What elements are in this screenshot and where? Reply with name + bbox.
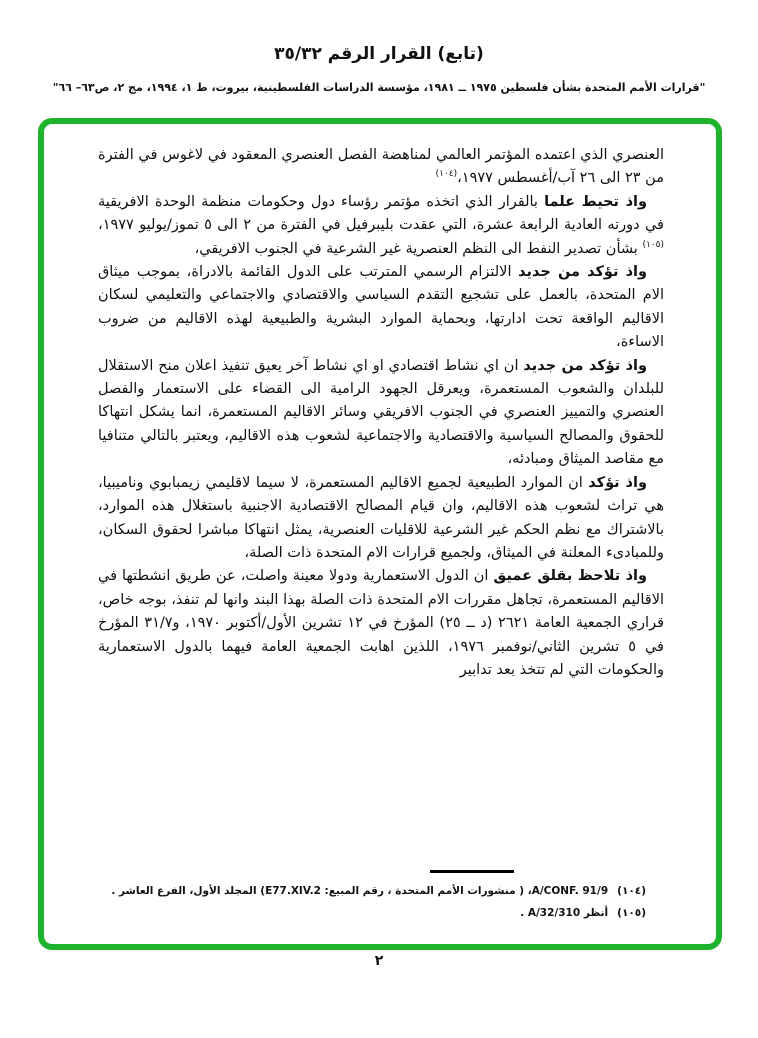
footnotes-block bbox=[56, 880, 646, 924]
footnote-104 bbox=[56, 880, 646, 902]
paragraph-continuation bbox=[98, 144, 664, 191]
paragraph-reaffirming-2 bbox=[98, 355, 664, 472]
footnote-marker: (١٠٤) bbox=[617, 885, 646, 897]
paragraph-body: الالتزام الرسمي المترتب على الدول القائمة بالادراة، بموجب ميثاق الام المتحدة، بالعمل على تشجيع التقدم السياسي والاقتصادي والاجتماعي والتعليمي لسكان الاقاليم الواقعة تحت ادارتها، وبحماية الموارد البشرية والطبيعية لهذه الاقاليم من ضروب الاساءة، bbox=[98, 264, 664, 351]
paragraph-taking-note bbox=[98, 191, 664, 261]
page-number: ٢ bbox=[374, 953, 384, 969]
paragraph-affirming bbox=[98, 472, 664, 566]
footnote-ref-104: (١٠٤) bbox=[435, 169, 458, 180]
footnote-marker: (١٠٥) bbox=[617, 907, 646, 919]
resolution-text-column bbox=[98, 144, 664, 682]
paragraph-body: ان اي نشاط اقتصادي او اي نشاط آخر يعيق تنفيذ اعلان منح الاستقلال للبلدان والشعوب المستعمرة، ويعرقل الجهود الرامية الى القضاء على الاستعمار والفصل العنصري والتمييز العنصري في الجنوب الافريقي وسائر الاقاليم المستعمرة، انما يشكل انتهاكا للحقوق والمصالح السياسية والاقتصادية والاجتماعية لشعوب هذه الاقاليم، ويعتبر بالتالي متنافيا مع مقاصد الميثاق ومبادئه، bbox=[98, 357, 664, 468]
source-citation-line: "قرارات الأمم المتحدة بشأن فلسطين ١٩٧٥ ــ ١٩٨١، مؤسسة الدراسات الفلسطينية، بيروت، ط ١، ١٩٩٤، مج ٢، ص٦٣– ٦٦" bbox=[52, 81, 706, 94]
paragraph-body: بالقرار الذي اتخذه مؤتمر رؤساء دول وحكومات منظمة الوحدة الافريقية في دورته العادية الرابعة عشرة، التي عقدت بليبرفيل في الفترة من ٢ الى ٥ تموز/يوليو ١٩٧٧، bbox=[98, 193, 664, 234]
footnote-separator-rule bbox=[430, 870, 514, 873]
paragraph-lead: واذ تؤكد من جديد bbox=[523, 357, 647, 374]
paragraph-lead: واذ تحيط علما bbox=[544, 193, 648, 210]
paragraph-body: بشأن تصدير النفط الى النظم العنصرية غير الشرعية في الجنوب الافريقي، bbox=[194, 240, 643, 257]
footnote-text: أنظر A/32/310 . bbox=[520, 907, 609, 919]
document-frame bbox=[38, 118, 722, 950]
paragraph-body: ان الموارد الطبيعية لجميع الاقاليم المستعمرة، لا سيما لاقليمي زيمبابوي وناميبيا، هي تراث لشعوب هذه الاقاليم، وان قيام المصالح الاقتصادية الاجنبية باستغلال هذه الموارد، بالاشتراك مع نظم الحكم غير الشرعية للاقليات العنصرية، يمثل انتهاكا مباشرا لحقوق السكان، وللمبادىء المعلنة في الميثاق، ولجميع قرارات الام المتحدة ذات الصلة، bbox=[98, 474, 664, 561]
paragraph-lead: واذ تؤكد من جديد bbox=[518, 264, 647, 281]
paragraph-noting-with-concern bbox=[98, 565, 664, 682]
paragraph-body: ان الدول الاستعمارية ودولا معينة واصلت، عن طريق انشطتها في الاقاليم المستعمرة، تجاهل مقررات الام المتحدة ذات الصلة بهذا البند وانها لم تنفذ، بوجه خاص، قراري الجمعية العامة ٢٦٢١ (د ــ ٢٥) المؤرخ في ١٢ تشرين الأول/أكتوبر ١٩٧٠، و٣١/٧ المؤرخ في ٥ تشرين الثاني/نوفمبر ١٩٧٦، اللذين اهابت الجمعية العامة فيهما بالدول الاستعمارية والحكومات التي لم تتخذ بعد تدابير bbox=[98, 568, 665, 678]
footnote-ref-105: (١٠٥) bbox=[642, 239, 664, 250]
footnote-text: A/CONF. 91/9، ( منشورات الأمم المتحدة ، رقم المبيع: E77.XIV.2) المجلد الأول، الفرع العاشر . bbox=[111, 885, 609, 897]
paragraph-body: العنصري الذي اعتمده المؤتمر العالمي لمناهضة الفصل العنصري المعقود في لاغوس في الفترة من ٢٣ الى ٢٦ آب/أغسطس ١٩٧٧، bbox=[98, 147, 664, 187]
paragraph-lead: واذ تؤكد bbox=[588, 474, 647, 491]
paragraph-lead: واذ تلاحظ بقلق عميق bbox=[493, 568, 648, 585]
page-title: (تابع) القرار الرقم ٣٥/٣٢ bbox=[274, 44, 484, 64]
footnote-105 bbox=[56, 902, 646, 924]
paragraph-reaffirming-1 bbox=[98, 261, 664, 355]
